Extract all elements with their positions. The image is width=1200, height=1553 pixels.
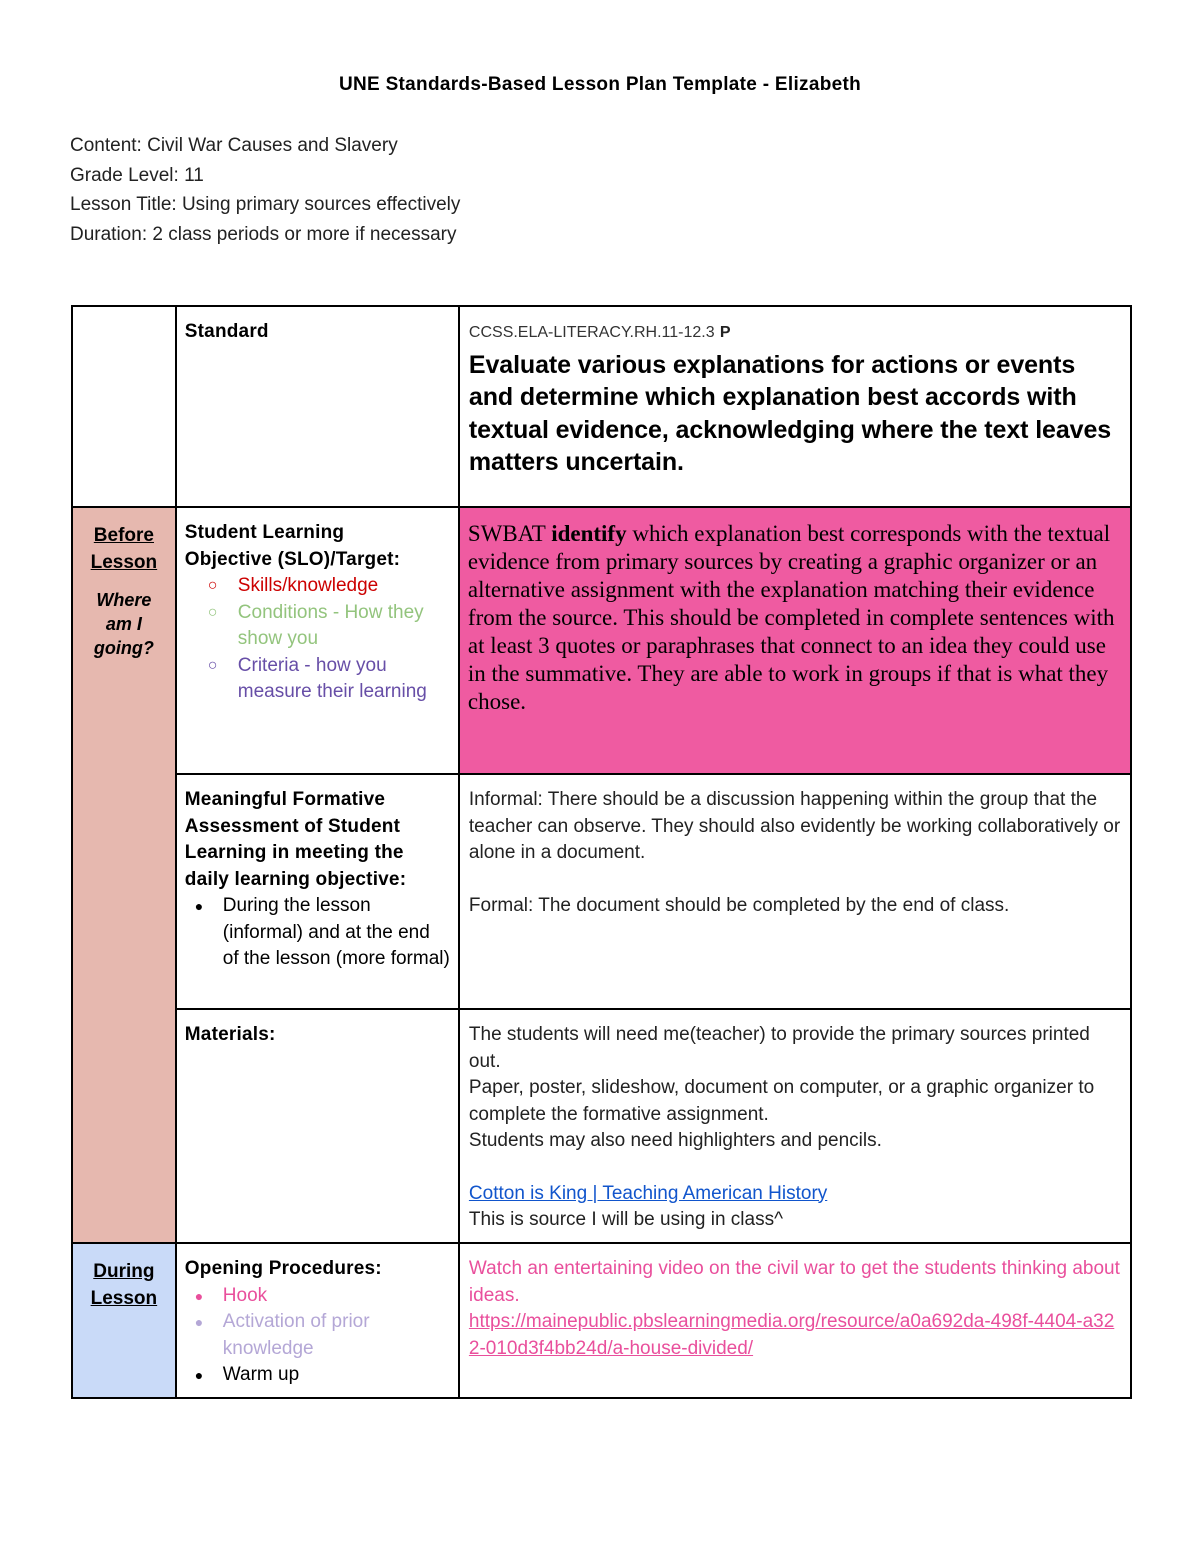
bullet-icon: ● [194, 1287, 204, 1304]
opening-label-cell [176, 1243, 459, 1398]
materials-row [72, 1009, 1131, 1243]
formal-text: Formal: The document should be completed by the end of class. [468, 894, 1010, 916]
before-question-3: going? [93, 638, 154, 658]
video-link[interactable]: https://mainepublic.pbslearningmedia.org/resource/a0a692da-498f-4404-a322-010d3f4bb24d/a-house-divided/ [468, 1311, 1115, 1359]
circle-bullet-icon: ○ [207, 656, 218, 674]
opening-label: Opening Procedures: [184, 1258, 382, 1279]
during-title-1: During [93, 1261, 155, 1282]
materials-line-2: Paper, poster, slideshow, document on computer, or a graphic organizer to complete the formative assignment. [468, 1077, 1095, 1125]
standard-label-cell [176, 306, 459, 507]
cotton-is-king-link[interactable]: Cotton is King | Teaching American History [468, 1182, 828, 1204]
slo-label-1: Student Learning [184, 522, 345, 543]
before-lesson-cell [72, 507, 176, 1243]
opening-item: ● Hook [189, 1283, 450, 1310]
standard-content-cell [459, 306, 1131, 507]
slo-item: ○ Conditions - How they show you [207, 601, 424, 649]
standard-code: CCSS.ELA-LITERACY.RH.11-12.3 [468, 324, 715, 341]
formative-content-cell [459, 774, 1131, 1009]
duration-line: Duration: 2 class periods or more if necessary [70, 223, 457, 245]
slo-item: ○ Skills/knowledge [204, 573, 450, 600]
bullet-icon: ● [194, 1314, 204, 1330]
slo-label-2: Objective (SLO)/Target: [184, 548, 401, 570]
slo-item: ○ Criteria - how you measure their learning [207, 654, 427, 702]
circle-bullet-icon: ○ [207, 603, 218, 621]
formative-label-cell [176, 774, 459, 1009]
slo-row [72, 507, 1131, 774]
before-title-1: Before [93, 525, 154, 546]
informal-text: Informal: There should be a discussion happening within the group that the teacher can observe. They should also evidently be working collaboratively or alone in a document. [468, 789, 1121, 863]
content-line: Content: Civil War Causes and Slavery [70, 135, 398, 156]
lesson-meta [70, 131, 460, 249]
opening-row [72, 1243, 1131, 1398]
opening-content-cell [459, 1243, 1131, 1398]
standard-row [72, 306, 1131, 507]
before-question-1: Where [96, 590, 152, 610]
empty-phase-cell [72, 306, 176, 507]
slo-label-cell [176, 507, 459, 774]
before-question-2: am I [105, 614, 142, 634]
materials-label-cell [176, 1009, 459, 1243]
materials-note: This is source I will be using in class^ [468, 1209, 783, 1230]
formative-bullet: ● During the lesson (informal) and at the end of the lesson (more formal) [194, 895, 450, 969]
during-lesson-cell [72, 1243, 176, 1398]
grade-line: Grade Level: 11 [70, 164, 204, 186]
lesson-plan-table [71, 305, 1132, 1399]
opening-item: ● Warm up [189, 1362, 450, 1389]
lesson-title-line: Lesson Title: Using primary sources effectively [70, 194, 461, 215]
swbat-cell [459, 507, 1131, 774]
swbat-text: SWBAT identify which explanation best corresponds with the textual evidence from primary sources by creating a graphic organizer or an alternative assignment with the explanation matching their evidence from the source. This should be completed in complete sentences with at least 3 quotes or paraphrases that connect to an idea they could use in the summative. They are able to work in groups if that is what they chose. [467, 521, 1115, 714]
materials-line-3: Students may also need highlighters and pencils. [468, 1130, 882, 1151]
opening-item: ● Activation of prior knowledge [194, 1311, 370, 1359]
during-title-2: Lesson [90, 1288, 158, 1309]
formative-row [72, 774, 1131, 1009]
materials-line-1: The students will need me(teacher) to provide the primary sources printed out. [468, 1024, 1090, 1072]
bullet-icon: ● [194, 898, 204, 914]
circle-bullet-icon: ○ [207, 577, 218, 594]
before-title-2: Lesson [90, 552, 158, 573]
bullet-icon: ● [194, 1367, 204, 1383]
document-title: UNE Standards-Based Lesson Plan Template - Elizabeth [338, 74, 862, 95]
formative-label: Meaningful Formative Assessment of Student Learning in meeting the daily learning objective: [184, 789, 407, 890]
materials-content-cell [459, 1009, 1131, 1243]
materials-label: Materials: [184, 1024, 276, 1045]
opening-text: Watch an entertaining video on the civil war to get the students thinking about ideas. [468, 1258, 1120, 1306]
standard-suffix: P [719, 324, 731, 341]
standard-label: Standard [184, 321, 269, 342]
standard-text: Evaluate various explanations for actions or events and determine which explanation best accords with textual evidence, acknowledging where the text leaves matters uncertain. [468, 350, 1112, 476]
